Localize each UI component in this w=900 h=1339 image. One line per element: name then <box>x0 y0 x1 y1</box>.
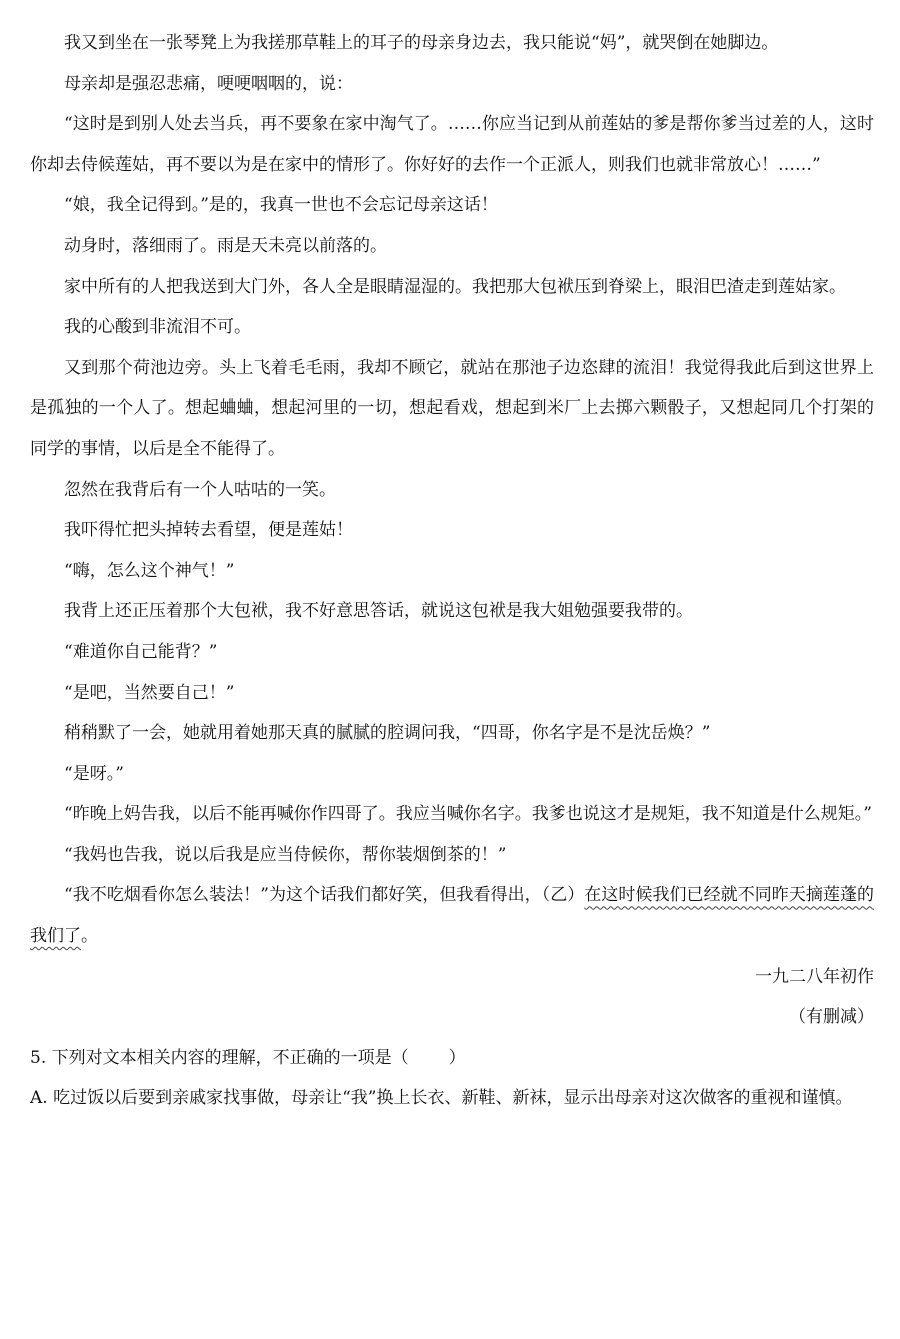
final-paragraph-end: 。 <box>81 926 98 947</box>
paragraph: “昨晚上妈告我，以后不能再喊你作四哥了。我应当喊你名字。我爹也说这才是规矩，我不知道是什么规矩。” <box>64 804 872 825</box>
question-stem <box>30 1038 874 1079</box>
final-paragraph <box>30 875 874 956</box>
paragraph: “我妈也告我，说以后我是应当侍候你，帮你装烟倒茶的！” <box>64 844 507 865</box>
article-body <box>30 23 874 1119</box>
paragraph: 又到那个荷池边旁。头上飞着毛毛雨，我却不顾它，就站在那池子边恣肆的流泪！我觉得我此后到这世界上是孤独的一个人了。想起蛐蛐，想起河里的一切，想起看戏，想起到米厂上去掷六颗骰子，又想起同几个打架的同学的事情，以后是全不能得了。 <box>30 357 874 459</box>
paragraph: 我背上还正压着那个大包袱，我不好意思答话，就说这包袱是我大姐勉强要我带的。 <box>64 601 693 622</box>
paragraph: 我又到坐在一张琴凳上为我搓那草鞋上的耳子的母亲身边去，我只能说“妈”，就哭倒在她脚边。 <box>64 33 779 53</box>
paragraph: “这时是到别人处去当兵，再不要象在家中淘气了。……你应当记到从前莲姑的爹是帮你爹当过差的人，这时你却去侍候莲姑，再不要以为是在家中的情形了。你好好的去作一个正派人，则我们也就非常放心！……” <box>30 114 874 175</box>
paragraph: 我吓得忙把头掉转去看望，便是莲姑！ <box>64 520 353 541</box>
option-a: A. 吃过饭以后要到亲戚家找事做，母亲让“我”换上长衣、新鞋、新袜，显示出母亲对这次做客的重视和谨慎。 <box>30 1088 853 1109</box>
paragraph: 母亲却是强忍悲痛，哽哽咽咽的，说： <box>64 73 353 94</box>
paragraph: 忽然在我背后有一个人咕咕的一笑。 <box>64 479 336 500</box>
wavy-underlined-sentence: 在这时候我们已经就不同昨天摘莲蓬的我们了 <box>30 885 874 947</box>
paragraph: “是吧，当然要自己！” <box>64 682 235 703</box>
final-paragraph-lead: “我不吃烟看你怎么装法！”为这个话我们都好笑，但我看得出，（乙） <box>64 885 585 906</box>
date-line: 一九二八年初作 <box>755 966 874 987</box>
paragraph: “娘，我全记得到。”是的，我真一世也不会忘记母亲这话！ <box>64 195 498 216</box>
paragraph: 我的心酸到非流泪不可。 <box>64 317 251 338</box>
question-stem-text: 5. 下列对文本相关内容的理解，不正确的一项是（ <box>30 1047 409 1068</box>
paragraph: 稍稍默了一会，她就用着她那天真的腻腻的腔调问我，“四哥，你名字是不是沈岳焕？” <box>64 723 711 744</box>
paragraph: “嗨，怎么这个神气！” <box>64 560 235 581</box>
paragraph: “难道你自己能背？” <box>64 641 218 662</box>
paragraph: 家中所有的人把我送到大门外，各人全是眼睛湿湿的。我把那大包袱压到脊梁上，眼泪巴渣走到莲姑家。 <box>64 276 846 297</box>
paragraph: 动身时，落细雨了。雨是天未亮以前落的。 <box>64 235 387 256</box>
question-stem-close: ） <box>448 1047 466 1068</box>
paragraph: “是呀。” <box>64 763 124 784</box>
abridged-note: （有删减） <box>789 1007 874 1028</box>
